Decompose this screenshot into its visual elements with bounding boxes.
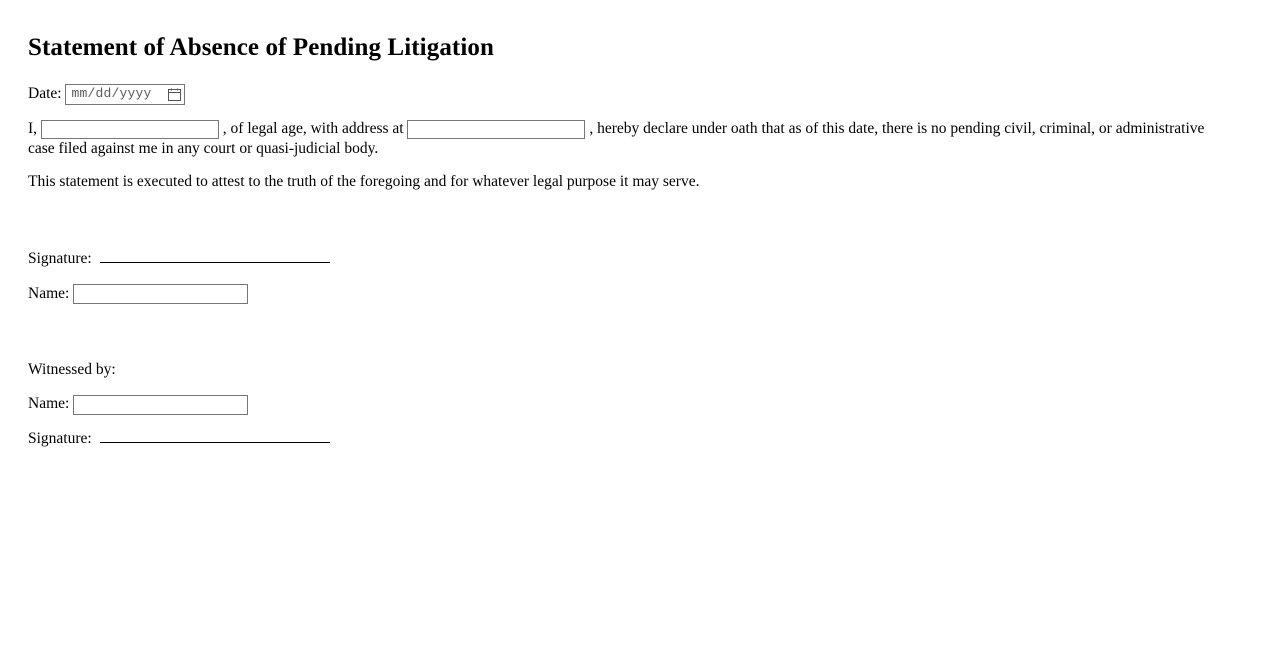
declarant-name-label: Name: <box>28 284 70 302</box>
declarant-address-input[interactable] <box>407 120 585 139</box>
declarant-signature-label: Signature: <box>28 250 92 268</box>
declarant-name-row <box>28 284 1254 304</box>
witness-heading: Witnessed by: <box>28 360 116 378</box>
witness-signature-row <box>28 429 1254 449</box>
witness-name-row <box>28 394 1254 414</box>
date-input[interactable] <box>65 84 185 105</box>
declaration-paragraph <box>28 119 1228 158</box>
spacer-before-signature <box>28 205 1254 249</box>
witness-signature-label: Signature: <box>28 429 92 447</box>
declarant-signature-row <box>28 249 1254 269</box>
spacer-before-witness <box>28 318 1254 360</box>
declaration-suffix: , hereby declare under oath that as of this date, there is no pending civil, criminal, or administrative case filed against me in any court or quasi-judicial body. <box>28 120 1205 157</box>
date-row <box>28 84 1254 105</box>
date-placeholder-text: mm/dd/yyyy <box>71 86 152 102</box>
date-label: Date: <box>28 85 62 103</box>
witness-name-input[interactable] <box>73 395 248 415</box>
calendar-icon[interactable] <box>168 88 181 101</box>
attestation-paragraph: This statement is executed to attest to the truth of the foregoing and for whatever legal purpose it may serve. <box>28 173 700 191</box>
declarant-name-input[interactable] <box>73 284 248 304</box>
witness-signature-line[interactable] <box>100 430 330 443</box>
page-title: Statement of Absence of Pending Litigation <box>28 34 494 61</box>
declaration-middle: , of legal age, with address at <box>222 120 404 137</box>
declarant-name-inline-input[interactable] <box>41 120 219 139</box>
declaration-prefix: I, <box>28 120 38 137</box>
witness-name-label: Name: <box>28 395 70 413</box>
declarant-signature-line[interactable] <box>100 250 330 263</box>
